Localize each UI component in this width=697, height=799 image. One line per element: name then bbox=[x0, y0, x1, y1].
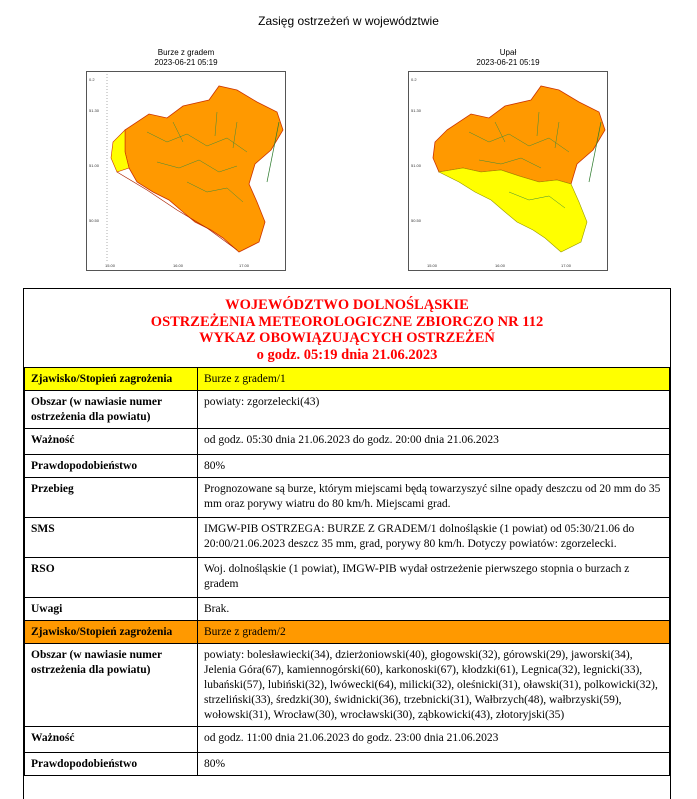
region-orange bbox=[125, 86, 283, 252]
row-value: powiaty: bolesławiecki(34), dzierżoniowski(40), głogowski(32), górowski(29), jaworski(34), Jelenia Góra(67), kamiennogórski(60), karkonoski(67), kłodzki(61), Legnica(32), legnicki(33), lubański(57), lubiński(32), lwówecki(64), milicki(32), oleśnicki(31), oławski(31), polkowicki(32), strzeliński(33), średzki(30), świdnicki(36), trzebnicki(31), Wałbrzych(48), wałbrzyski(59), wołowski(31), Wrocław(30), wrocławski(30), ząbkowicki(43), złotoryjski(35) bbox=[198, 644, 670, 727]
lon-tick: 15.00 bbox=[427, 263, 438, 268]
map-timestamp: 2023-06-21 05:19 bbox=[476, 58, 540, 67]
row-value: Prognozowane są burze, którym miejscami będą towarzyszyć silne opady deszczu od 20 mm do 35 mm oraz porywy wiatru do 80 km/h. Miejscami grad. bbox=[198, 478, 670, 518]
row-label: Ważność bbox=[25, 429, 198, 455]
table-row bbox=[25, 391, 670, 429]
lat-tick: 51.00 bbox=[411, 163, 422, 168]
map-title: Upał bbox=[499, 48, 517, 57]
row-value: Brak. bbox=[198, 598, 670, 621]
row-value: powiaty: zgorzelecki(43) bbox=[198, 391, 670, 429]
row-label: Ważność bbox=[25, 727, 198, 753]
table-row bbox=[25, 429, 670, 455]
row-label: Zjawisko/Stopień zagrożenia bbox=[25, 368, 198, 391]
row-value: IMGW-PIB OSTRZEGA: BURZE Z GRADEM/1 dolnośląskie (1 powiat) od 05:30/21.06 do 20:00/21.06.2023 deszcz 35 mm, grad, porywy 80 km/h. Dotyczy powiatów: zgorzelecki. bbox=[198, 518, 670, 558]
table-row bbox=[25, 621, 670, 644]
row-label: Obszar (w nawiasie numer ostrzeżenia dla powiatu) bbox=[25, 644, 198, 727]
row-value: Burze z gradem/2 bbox=[198, 621, 670, 644]
lat-tick: 50.50 bbox=[89, 218, 100, 223]
row-label: Obszar (w nawiasie numer ostrzeżenia dla powiatu) bbox=[25, 391, 198, 429]
table-row bbox=[25, 478, 670, 518]
row-label: Uwagi bbox=[25, 598, 198, 621]
row-label: Prawdopodobieństwo bbox=[25, 455, 198, 478]
table-row bbox=[25, 455, 670, 478]
table-row bbox=[25, 558, 670, 598]
row-value: od godz. 11:00 dnia 21.06.2023 do godz. 23:00 dnia 21.06.2023 bbox=[198, 727, 670, 753]
row-value: Woj. dolnośląskie (1 powiat), IMGW-PIB wydał ostrzeżenie pierwszego stopnia o burzach z gradem bbox=[198, 558, 670, 598]
lon-tick: 17.00 bbox=[561, 263, 572, 268]
lon-tick: 16.00 bbox=[495, 263, 506, 268]
row-label: Zjawisko/Stopień zagrożenia bbox=[25, 621, 198, 644]
map-corner-label: 0.2 bbox=[89, 77, 95, 82]
map-timestamp: 2023-06-21 05:19 bbox=[154, 58, 218, 67]
page-title: Zasięg ostrzeżeń w województwie bbox=[258, 14, 439, 28]
heading-region: WOJEWÓDZTWO DOLNOŚLĄSKIE bbox=[225, 297, 469, 313]
map-corner-label: 0.2 bbox=[411, 77, 417, 82]
map-title: Burze z gradem bbox=[157, 48, 215, 57]
table-row bbox=[25, 518, 670, 558]
row-label: SMS bbox=[25, 518, 198, 558]
row-value: 80% bbox=[198, 455, 670, 478]
table-row bbox=[25, 727, 670, 753]
map-panel-heat bbox=[408, 48, 608, 271]
row-value: Burze z gradem/1 bbox=[198, 368, 670, 391]
heading-title: OSTRZEŻENIA METEOROLOGICZNE ZBIORCZO NR 112 bbox=[150, 313, 544, 330]
heading-time: o godz. 05:19 dnia 21.06.2023 bbox=[256, 346, 438, 363]
row-value: od godz. 05:30 dnia 21.06.2023 do godz. 20:00 dnia 21.06.2023 bbox=[198, 429, 670, 455]
warnings-table bbox=[24, 367, 670, 776]
lon-tick: 17.00 bbox=[239, 263, 250, 268]
table-row bbox=[25, 753, 670, 776]
table-row bbox=[25, 598, 670, 621]
lat-tick: 51.30 bbox=[89, 108, 100, 113]
heading-subtitle: WYKAZ OBOWIĄZUJĄCYCH OSTRZEŻEŃ bbox=[199, 330, 495, 346]
lon-tick: 15.00 bbox=[105, 263, 116, 268]
region-map bbox=[409, 72, 607, 270]
row-value: 80% bbox=[198, 753, 670, 776]
lat-tick: 51.00 bbox=[89, 163, 100, 168]
warnings-document bbox=[23, 288, 671, 799]
warning-map bbox=[86, 71, 286, 271]
lat-tick: 51.30 bbox=[411, 108, 422, 113]
document-heading bbox=[24, 289, 670, 367]
map-panel-storms bbox=[86, 48, 286, 271]
lat-tick: 50.50 bbox=[411, 218, 422, 223]
table-row bbox=[25, 368, 670, 391]
table-row bbox=[25, 644, 670, 727]
row-label: Przebieg bbox=[25, 478, 198, 518]
row-label: Prawdopodobieństwo bbox=[25, 753, 198, 776]
row-label: RSO bbox=[25, 558, 198, 598]
lon-tick: 16.00 bbox=[173, 263, 184, 268]
warning-map bbox=[408, 71, 608, 271]
region-map bbox=[87, 72, 285, 270]
